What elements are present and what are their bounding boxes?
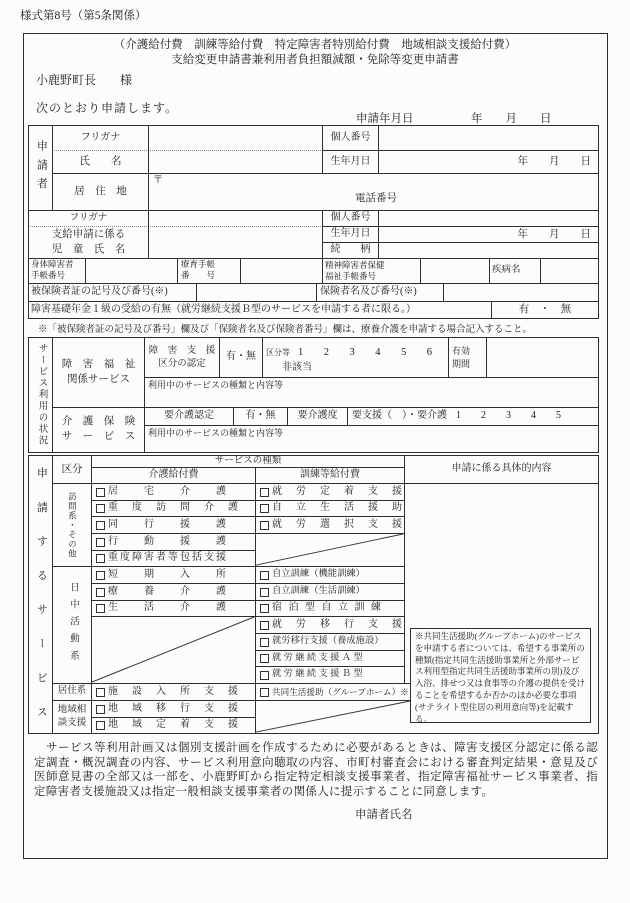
child-furigana-input[interactable] [148,210,323,227]
mental-handbook-input[interactable] [420,258,490,284]
support-category-level[interactable]: 区分等 1 2 3 4 5 6 非該当 [262,337,449,378]
applicant-furigana-input[interactable] [148,125,323,151]
checkbox-group-home[interactable]: 共同生活援助（グループホーム）※ [255,683,411,701]
intro-text: 次のとおり申請します。 [36,101,179,115]
checkbox-shuro-sentaku[interactable]: 就 労 選 択 支 援 [255,516,405,534]
diagonal-line [92,617,255,683]
checkbox-icon[interactable] [260,588,269,597]
checkbox-kunren-kino[interactable]: 自立訓練（機能訓練） [255,566,405,584]
applicant-birth-input[interactable]: 年 月 日 [378,150,599,174]
empty-diagonal-cell-chiiki [255,700,411,734]
checkbox-icon[interactable] [96,571,105,580]
checkbox-shisetsu-nyusho[interactable]: 施 設 入 所 支 援 [91,683,256,701]
support-cert-yes-no[interactable]: 有・無 [219,337,263,378]
form-title: 支給変更申請書兼利用者負担額減額・免除等変更申請書 [171,54,459,66]
form-subtitle: （介護給付費 訓練等給付費 特定障害者特別給付費 地域相談支援給付費） [113,39,517,51]
checkbox-keizoku-b[interactable]: 就 労 継 続 支 援 Ｂ 型 [255,666,405,684]
child-birth-input[interactable]: 年 月 日 [378,226,599,243]
group-home-note: ※共同生活援助(グループホーム)のサービスを申請する者については、希望する事業所の種類(指定共同生活援助事業所と外部サービス利用型指定共同生活援助事業所の別)及び入浴、排せつ又は食事等の介護の提供を受けることを希望するか否かのほか必要な事項(サテライト型住居の利用意向等)を記載する。 [410,628,591,723]
applicant-furigana-label: フリガナ [52,125,149,151]
child-name-label: 支給申請に係る 児 童 氏 名 [28,226,149,259]
checkbox-icon[interactable] [260,688,269,697]
signature-label: 申請者氏名 [355,809,413,821]
requested-services-side-label: 申 請 す る サ ー ビ ス [28,455,53,734]
physical-handbook-label: 身体障害者 手帳番号 [28,258,86,284]
insured-card-input[interactable] [196,283,317,302]
category-header: 区分 [52,455,92,484]
child-name-input[interactable] [148,226,323,259]
applicant-name-input[interactable] [148,150,323,174]
disability-services-in-use-input[interactable]: 利用中のサービスの種類と内容等 [144,377,599,408]
kunren-benefit-header: 訓練等給付費 [255,467,405,484]
checkbox-icon[interactable] [96,538,105,547]
details-header: 申請に係る具体的内容 [404,455,599,484]
checkbox-icon[interactable] [96,588,105,597]
disease-label: 疾病名 [489,258,541,284]
care-cert-label: 要介護認定 [144,407,234,426]
care-level-value[interactable]: 要支援（ ）・要介護 1 2 3 4 5 [347,407,599,426]
kaigo-benefit-header: 介護給付費 [91,467,256,484]
care-cert-yes-no[interactable]: 有・無 [233,407,288,426]
note-insurance: ※「被保険者証の記号及び番号」欄及び「保険者名及び保険者番号」欄は、療養介護を申請する場合記入すること。 [38,325,533,335]
checkbox-icon[interactable] [260,604,269,613]
checkbox-icon[interactable] [96,705,105,714]
pension-yes-no[interactable]: 有 ・ 無 [491,301,599,319]
form-code: 様式第8号（第5条関係） [20,10,147,22]
application-date-row[interactable]: 申請年月日 年 月 日 [356,113,552,125]
postal-mark: 〒 [153,175,163,186]
checkbox-doko-engo[interactable]: 同 行 援 護 [91,516,256,534]
child-personal-no-label: 個人番号 [322,210,379,227]
checkbox-chiiki-iko[interactable]: 地 域 移 行 支 援 [91,700,256,718]
checkbox-seikatsu-kaigo[interactable]: 生 活 介 護 [91,600,256,617]
checkbox-ryoyo-kaigo[interactable]: 療 養 介 護 [91,583,256,601]
insurer-input[interactable] [443,283,599,302]
checkbox-icon[interactable] [96,504,105,513]
validity-period-input[interactable] [486,337,599,378]
checkbox-icon[interactable] [96,604,105,613]
checkbox-icon[interactable] [96,521,105,530]
checkbox-shuro-iko[interactable]: 就 労 移 行 支 援 [255,616,405,634]
checkbox-icon[interactable] [96,721,105,730]
validity-period-label: 有効 期間 [448,337,487,378]
applicant-side-label: 申請者 [28,125,53,211]
applicant-address-input[interactable] [148,173,599,211]
applicant-name-label: 氏 名 [52,150,149,174]
disability-service-label: 障 害 福 祉 関係サービス [52,337,145,408]
mental-handbook-label: 精神障害者保健 福祉手帳番号 [322,258,421,284]
checkbox-tanki-nyusho[interactable]: 短 期 入 所 [91,566,256,584]
applicant-address-label: 居 住 地 [52,173,149,211]
category-kyoju: 居住系 [52,683,92,701]
checkbox-icon[interactable] [260,654,269,663]
checkbox-icon[interactable] [260,621,269,630]
ryoiku-handbook-input[interactable] [240,258,323,284]
care-services-in-use-input[interactable]: 利用中のサービスの種類と内容等 [144,425,599,453]
child-furigana-label: フリガナ [28,210,149,227]
child-birth-label: 生年月日 [322,226,379,243]
checkbox-keizoku-a[interactable]: 就 労 継 続 支 援 Ａ 型 [255,650,405,667]
care-level-label: 要介護度 [287,407,348,426]
disease-input[interactable] [540,258,599,284]
checkbox-icon[interactable] [260,671,269,680]
checkbox-icon[interactable] [96,554,105,563]
checkbox-icon[interactable] [260,488,269,497]
category-nicchu: 日中活動系 [52,566,92,684]
checkbox-icon[interactable] [260,638,269,647]
empty-diagonal-cell-kaigo [91,616,256,684]
insured-card-label: 被保険者証の記号及び番号(※) [28,283,197,302]
checkbox-shuro-iko-yosei[interactable]: 就労移行支援（養成施設） [255,633,405,651]
pension-label: 障害基礎年金１級の受給の有無（就労継続支援Ｂ型のサービスを申請する者に限る。） [28,301,492,319]
insurer-label: 保険者名及び番号(※) [316,283,444,302]
checkbox-shuro-teichaku[interactable]: 就 労 定 着 支 援 [255,483,405,501]
service-kind-header: サービスの種類 [91,455,405,468]
physical-handbook-input[interactable] [85,258,178,284]
usage-status-side-label: サービス利用の状況 [28,337,53,453]
checkbox-icon[interactable] [260,504,269,513]
category-chiiki: 地域相談支援 [52,700,92,734]
category-houmon: 訪問系・その他 [52,483,92,567]
checkbox-judo-homon-kaigo[interactable]: 重 度 訪 問 介 護 [91,500,256,517]
checkbox-icon[interactable] [260,521,269,530]
support-category-cert-label: 障 害 支 援 区分の認定 [144,337,220,378]
checkbox-icon[interactable] [96,688,105,697]
checkbox-chiiki-teichaku[interactable]: 地 域 定 着 支 援 [91,717,256,734]
applicant-personal-no-label: 個人番号 [322,125,379,151]
empty-diagonal-cell-kunren [255,533,405,567]
checkbox-icon[interactable] [96,488,105,497]
diagonal-line [256,701,411,733]
checkbox-shukuhaku-kunren[interactable]: 宿 泊 型 自 立 訓 練 [255,600,405,617]
applicant-phone-label: 電話番号 [355,193,397,204]
diagonal-line [256,534,404,566]
ryoiku-handbook-label: 療育手帳 番 号 [177,258,241,284]
child-relation-input[interactable] [378,242,599,259]
checkbox-hokatsu-shien[interactable]: 重度障害者等包括支援 [91,550,256,567]
applicant-birth-label: 生年月日 [322,150,379,174]
child-relation-label: 続 柄 [322,242,379,259]
checkbox-kyotaku-kaigo[interactable]: 居 宅 介 護 [91,483,256,501]
checkbox-kunren-seikatsu[interactable]: 自立訓練（生活訓練） [255,583,405,601]
checkbox-kodo-engo[interactable]: 行 動 援 護 [91,533,256,551]
checkbox-icon[interactable] [260,571,269,580]
checkbox-jiritsu-seikatsu[interactable]: 自 立 生 活 援 助 [255,500,405,517]
child-personal-no-input[interactable] [378,210,599,227]
addressee: 小鹿野町長 様 [36,73,133,87]
applicant-personal-no-input[interactable] [378,125,599,151]
care-insurance-label: 介 護 保 険 サ ー ビ ス [52,407,145,453]
consent-paragraph: サービス等利用計画又は個別支援計画を作成するために必要があるときは、障害支援区分認定に係る認定調査・概況調査の内容、サービス利用意向聴取の内容、市町村審査会における審査判定結果・意見及び医師意見書の全部又は一部を、小鹿野町から指定特定相談支援事業者、指定障害福祉サービス事業者、指定障害者支援施設又は指定一般相談支援事業者の関係人に提示することに同意します。 [34,742,598,798]
